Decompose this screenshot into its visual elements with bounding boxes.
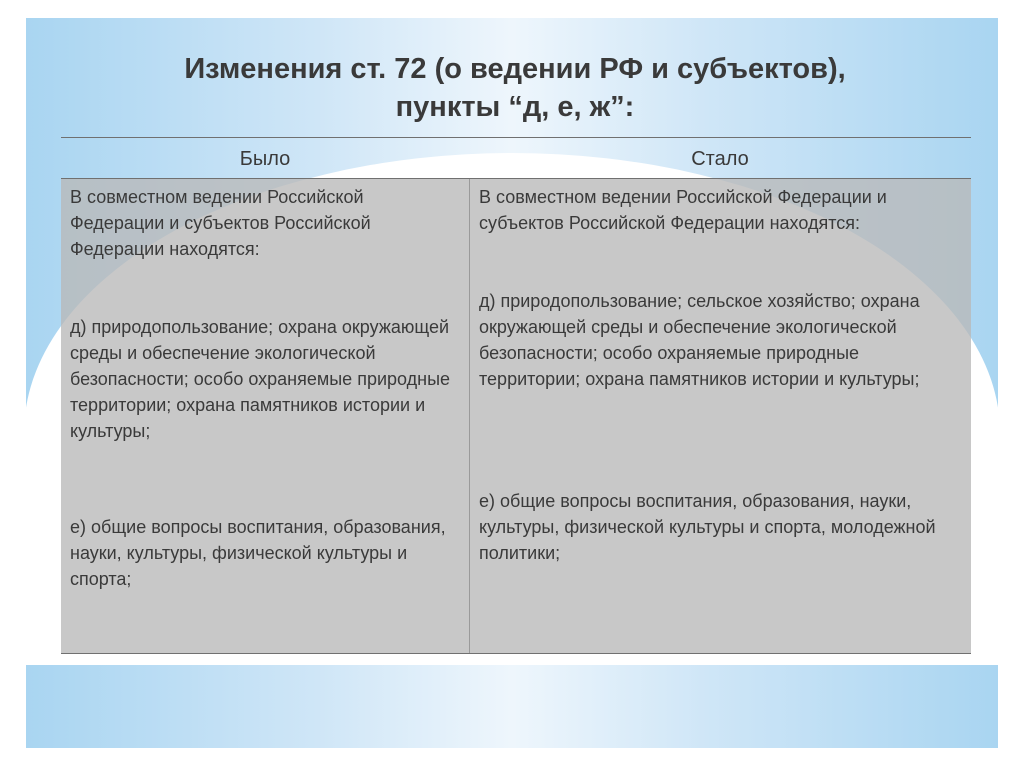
header-after: Стало xyxy=(691,148,749,170)
background-bottom-band xyxy=(26,665,998,748)
slide-title-line-1: Изменения ст. 72 (о ведении РФ и субъектов), xyxy=(184,53,846,85)
slide-title xyxy=(60,50,970,126)
comparison-table xyxy=(61,137,971,654)
table-bottom-rule xyxy=(61,653,971,654)
cell-after xyxy=(470,179,971,653)
cell-before xyxy=(61,179,469,653)
slide-title-line-2: пункты “д, е, ж”: xyxy=(395,91,635,123)
after-intro: В совместном ведении Российской Федерации и субъектов Российской Федерации находятся: xyxy=(479,187,887,233)
header-before: Было xyxy=(239,148,291,170)
before-intro: В совместном ведении Российской Федерации и субъектов Российской Федерации находятся: xyxy=(70,187,371,259)
after-item-d: д) природопользование; сельское хозяйство; охрана окружающей среды и обеспечение экологической безопасности; особо охраняемые природные территории; охрана памятников истории и культуры; xyxy=(479,291,920,389)
before-item-e: е) общие вопросы воспитания, образования, науки, культуры, физической культуры и спорта; xyxy=(70,517,446,589)
after-item-e: е) общие вопросы воспитания, образования, науки, культуры, физической культуры и спорта, молодежной политики; xyxy=(479,491,936,563)
before-item-d: д) природопользование; охрана окружающей среды и обеспечение экологической безопасности; особо охраняемые природные территории; охрана памятников истории и культуры; xyxy=(70,317,451,441)
